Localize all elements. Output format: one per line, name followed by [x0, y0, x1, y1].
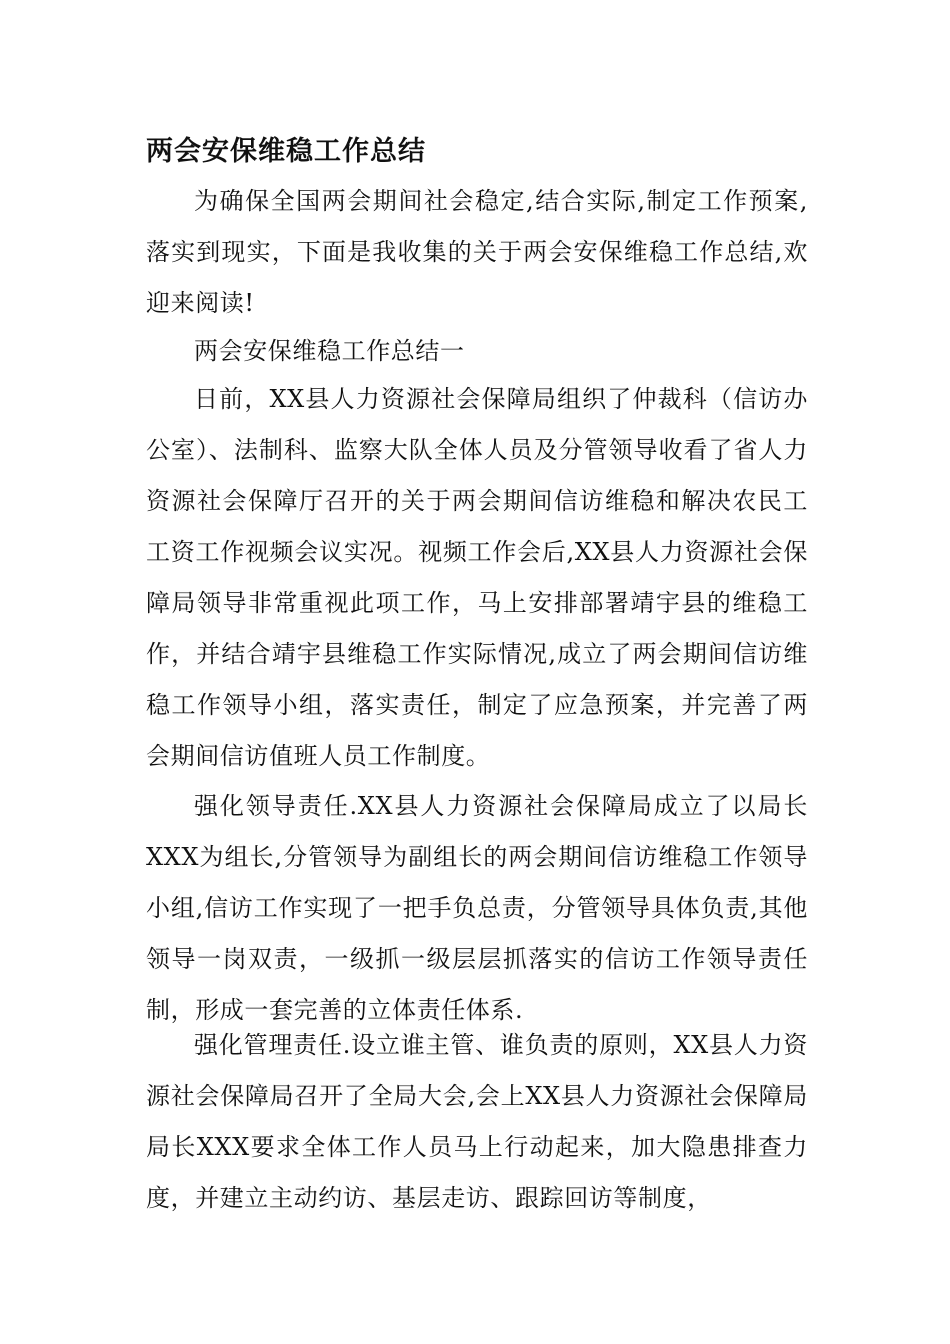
section-subtitle: 两会安保维稳工作总结一: [194, 337, 465, 365]
body-paragraph: 日前，XX县人力资源社会保障局组织了仲裁科（信访办公室）、法制科、监察大队全体人员及分管领导收看了省人力资源社会保障厅召开的关于两会期间信访维稳和解决农民工工资工作视频会议实况。视频工作会后,XX县人力资源社会保障局领导非常重视此项工作，马上安排部署靖宇县的维稳工作，并结合靖宇县维稳工作实际情况,成立了两会期间信访维稳工作领导小组，落实责任，制定了应急预案，并完善了两会期间信访值班人员工作制度。: [146, 385, 808, 770]
body-paragraph: 强化领导责任.XX县人力资源社会保障局成立了以局长XXX为组长,分管领导为副组长的两会期间信访维稳工作领导小组,信访工作实现了一把手负总责，分管领导具体负责,其他领导一岗双责，一级抓一级层层抓落实的信访工作领导责任制，形成一套完善的立体责任体系.: [146, 792, 808, 1024]
document-title: 两会安保维稳工作总结: [146, 136, 426, 167]
body-paragraph: 强化管理责任.设立谁主管、谁负责的原则，XX县人力资源社会保障局召开了全局大会,会上XX县人力资源社会保障局局长XXX要求全体工作人员马上行动起来，加大隐患排查力度，并建立主动约访、基层走访、跟踪回访等制度，: [146, 1031, 808, 1212]
intro-paragraph: 为确保全国两会期间社会稳定,结合实际,制定工作预案,落实到现实，下面是我收集的关于两会安保维稳工作总结,欢迎来阅读!: [146, 187, 808, 317]
